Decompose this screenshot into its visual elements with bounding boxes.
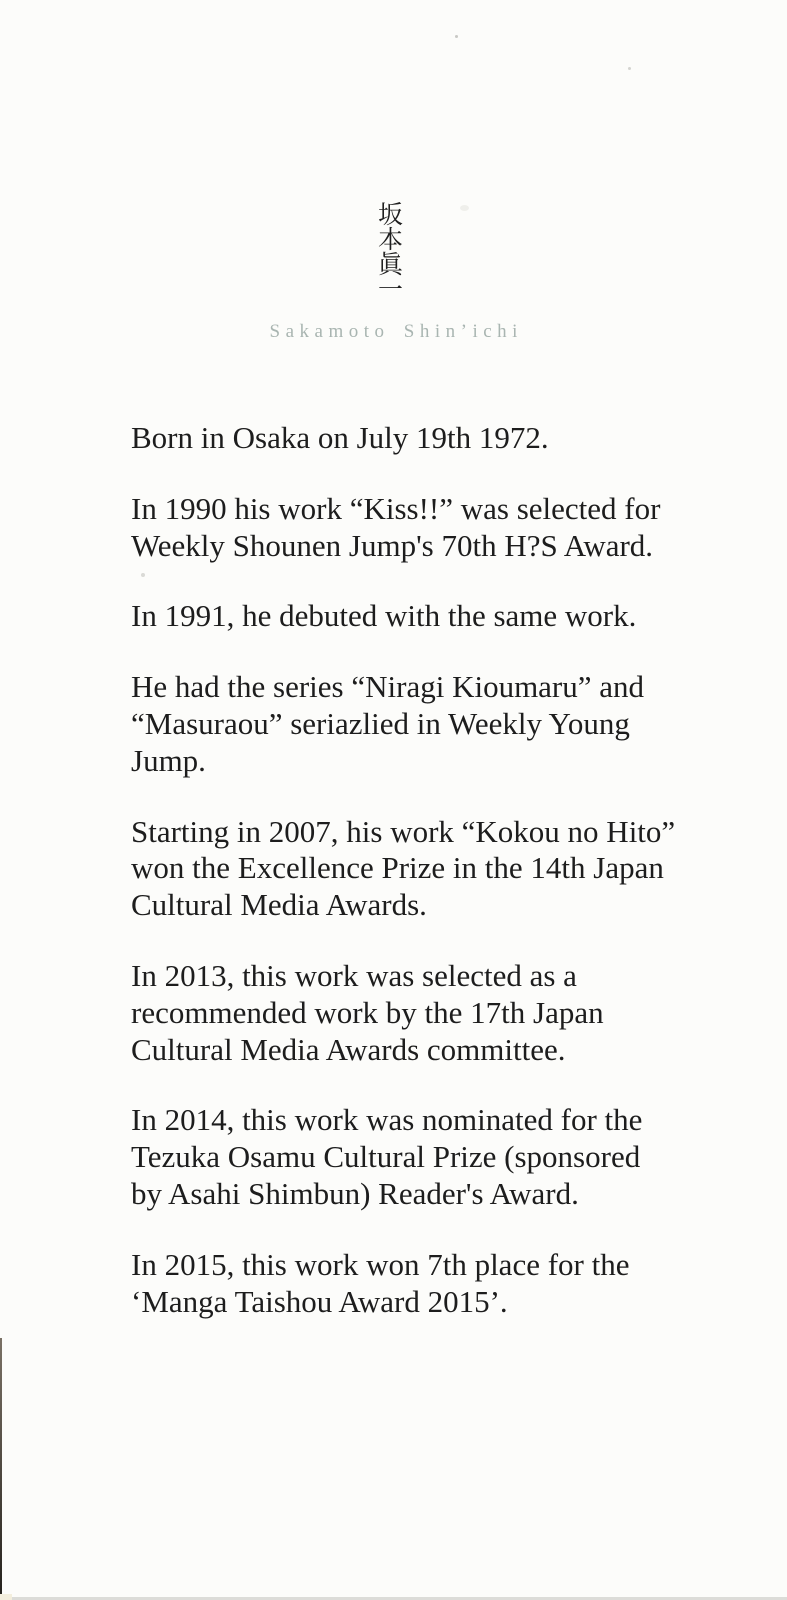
bio-line: In 2015, this work won 7th place for the (131, 1246, 630, 1282)
bio-line: He had the series “Niragi Kioumaru” and (131, 669, 645, 705)
bio-line: Cultural Media Awards committee. (131, 1031, 566, 1067)
scan-speck (628, 67, 631, 70)
bio-line: “Masuraou” seriazlied in Weekly Young (131, 705, 630, 741)
scan-speck (455, 35, 458, 38)
scan-speck (460, 205, 469, 211)
bio-line: Tezuka Osamu Cultural Prize (sponsored (131, 1139, 641, 1175)
bio-line: In 2013, this work was selected as a (131, 957, 577, 993)
bio-line: Born in Osaka on July 19th 1972. (131, 420, 549, 455)
bio-paragraph (131, 598, 711, 635)
bio-line: Cultural Media Awards. (131, 887, 427, 923)
bio-paragraph (131, 420, 711, 457)
author-name-kanji-text: 坂本眞一 (374, 201, 402, 301)
scan-speck (141, 573, 145, 577)
scan-corner-patch (0, 1594, 12, 1600)
bio-line: Jump. (131, 742, 206, 778)
author-bio-text (131, 420, 711, 1354)
author-name-kanji (0, 201, 787, 301)
bio-line: Weekly Shounen Jump's 70th H?S Award. (131, 527, 654, 563)
bio-line: by Asahi Shimbun) Reader's Award. (131, 1175, 579, 1211)
bio-line: Starting in 2007, his work “Kokou no Hito” (131, 813, 676, 849)
bio-line: In 1990 his work “Kiss!!” was selected for (131, 490, 661, 526)
author-name-romanized: Sakamoto Shin’ichi (269, 321, 523, 342)
bio-line: In 2014, this work was nominated for the (131, 1102, 643, 1138)
bio-line: In 1991, he debuted with the same work. (131, 598, 637, 634)
bio-line: won the Excellence Prize in the 14th Japan (131, 850, 664, 886)
bio-line: ‘Manga Taishou Award 2015’. (131, 1283, 508, 1319)
scan-edge-line (0, 1338, 2, 1600)
bio-line: recommended work by the 17th Japan (131, 994, 604, 1030)
